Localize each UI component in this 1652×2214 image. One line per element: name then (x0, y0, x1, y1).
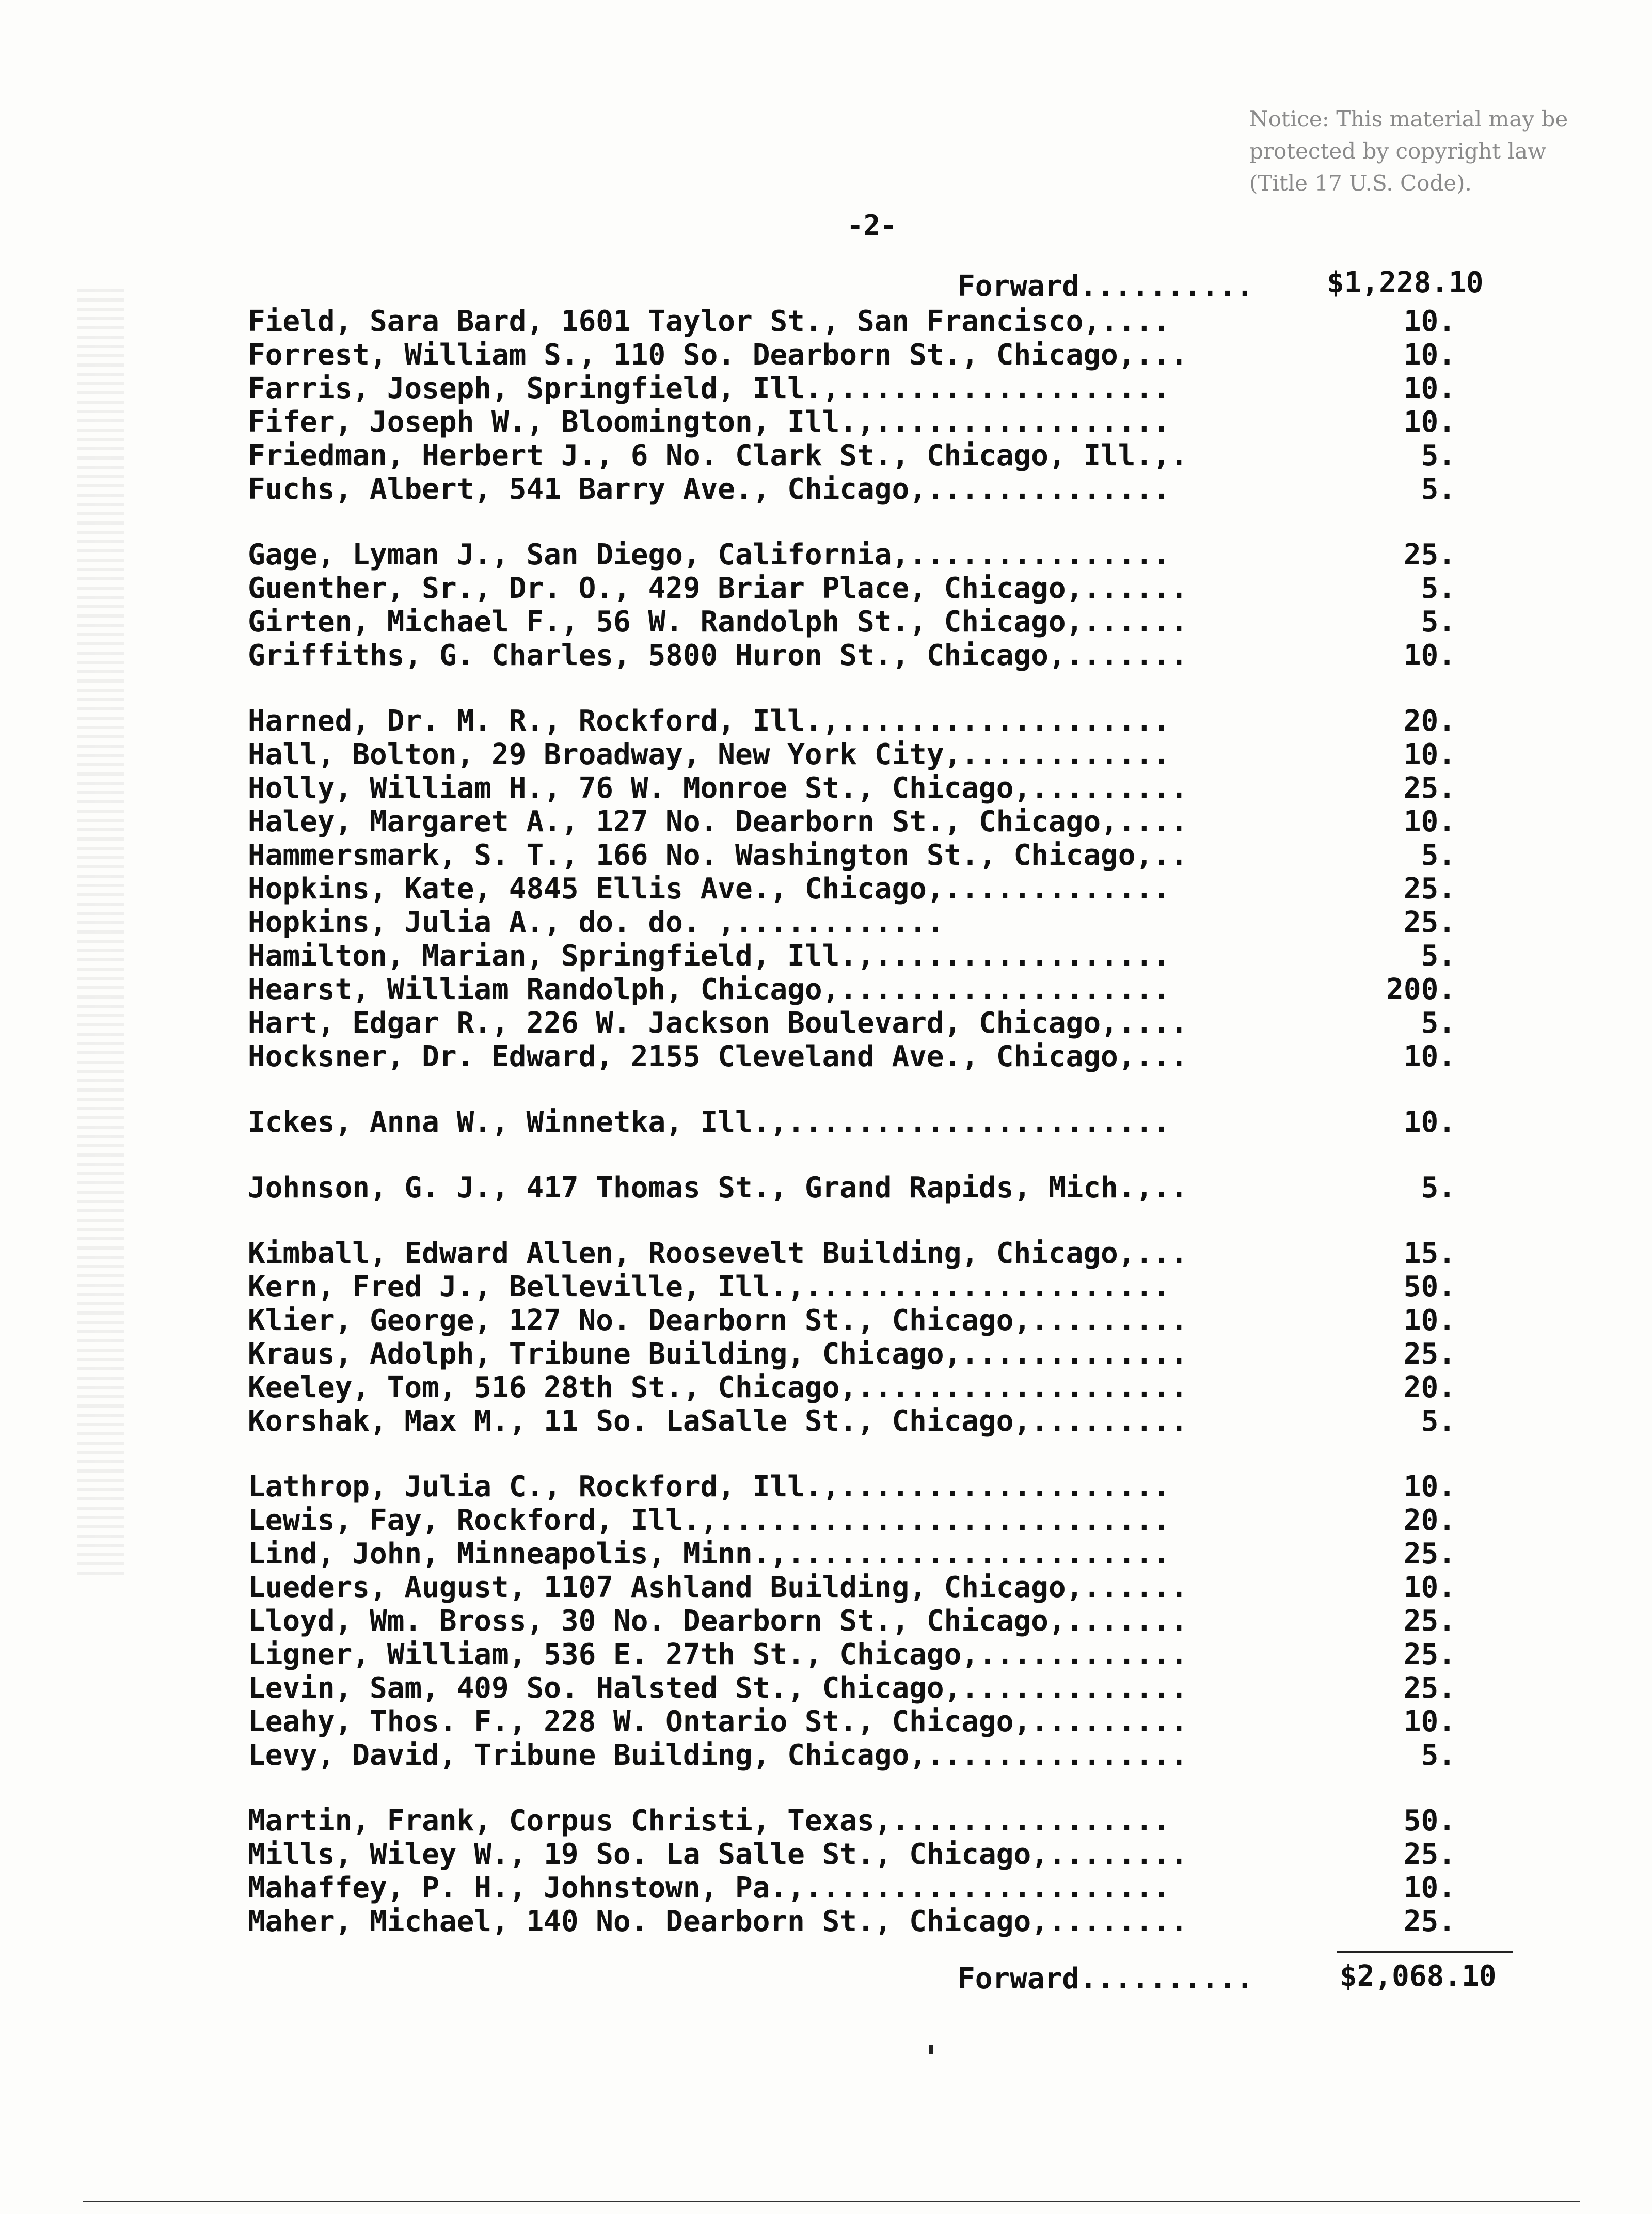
scan-edge-artifact (77, 289, 124, 1580)
contribution-amount: 10. (1403, 639, 1456, 672)
notice-line-3: (Title 17 U.S. Code). (1249, 170, 1472, 196)
contributor-name: Maher, Michael, 140 No. Dearborn St., Chicago,........ (248, 1905, 1188, 1938)
list-item (248, 405, 1528, 439)
list-item (248, 906, 1528, 939)
list-item (248, 1838, 1528, 1871)
list-item (248, 771, 1528, 805)
contributor-name: Haley, Margaret A., 127 No. Dearborn St., Chicago,.... (248, 805, 1188, 839)
contributor-name: Hammersmark, S. T., 166 No. Washington St., Chicago,.. (248, 839, 1188, 872)
contributor-list (248, 305, 1528, 1938)
contributor-name: Ickes, Anna W., Winnetka, Ill.,...................... (248, 1105, 1170, 1139)
contribution-amount: 5. (1421, 605, 1456, 639)
contribution-amount: 5. (1421, 439, 1456, 472)
contributor-name: Mahaffey, P. H., Johnstown, Pa.,..................... (248, 1871, 1170, 1905)
contributor-name: Kimball, Edward Allen, Roosevelt Building, Chicago,... (248, 1237, 1188, 1270)
list-item (248, 1270, 1528, 1304)
bottom-rule (83, 2201, 1580, 2202)
list-item (248, 1105, 1528, 1139)
contribution-amount: 10. (1403, 1040, 1456, 1073)
contribution-amount: 50. (1403, 1270, 1456, 1304)
section-gap (248, 1073, 1528, 1105)
contribution-amount: 10. (1403, 372, 1456, 405)
contributor-name: Fuchs, Albert, 541 Barry Ave., Chicago,.............. (248, 472, 1170, 506)
contributor-name: Lueders, August, 1107 Ashland Building, Chicago,...... (248, 1571, 1188, 1604)
copyright-notice (1249, 103, 1642, 199)
contribution-amount: 10. (1403, 805, 1456, 839)
list-item (248, 839, 1528, 872)
total-underline (1337, 1951, 1513, 1953)
list-item (248, 1304, 1528, 1337)
list-item (248, 372, 1528, 405)
list-item (248, 538, 1528, 572)
list-item (248, 572, 1528, 605)
list-item (248, 1604, 1528, 1638)
list-item (248, 1504, 1528, 1537)
contribution-amount: 25. (1403, 1537, 1456, 1571)
contributor-name: Hopkins, Kate, 4845 Ellis Ave., Chicago,............. (248, 872, 1170, 906)
list-item (248, 872, 1528, 906)
contributor-name: Harned, Dr. M. R., Rockford, Ill.,................... (248, 704, 1170, 738)
forward-amount-top: $1,228.10 (1327, 266, 1484, 299)
contribution-amount: 50. (1403, 1804, 1456, 1838)
contribution-amount: 10. (1403, 1871, 1456, 1905)
contribution-amount: 10. (1403, 1105, 1456, 1139)
list-item (248, 738, 1528, 771)
contributor-name: Guenther, Sr., Dr. O., 429 Briar Place, Chicago,...... (248, 572, 1188, 605)
forward-label-top: Forward.......... (958, 270, 1254, 303)
notice-line-1: Notice: This material may be (1249, 106, 1568, 132)
forward-label-bottom: Forward.......... (958, 1962, 1254, 1996)
contributor-name: Holly, William H., 76 W. Monroe St., Chicago,......... (248, 771, 1188, 805)
contributor-name: Martin, Frank, Corpus Christi, Texas,................ (248, 1804, 1170, 1838)
list-item (248, 605, 1528, 639)
list-item (248, 1006, 1528, 1040)
contribution-amount: 10. (1403, 1705, 1456, 1738)
section-gap (248, 1139, 1528, 1171)
contributor-name: Kern, Fred J., Belleville, Ill.,..................... (248, 1270, 1170, 1304)
contribution-amount: 5. (1421, 939, 1456, 973)
contributor-name: Hall, Bolton, 29 Broadway, New York City,............ (248, 738, 1170, 771)
list-item (248, 1371, 1528, 1404)
contributor-name: Keeley, Tom, 516 28th St., Chicago,................... (248, 1371, 1188, 1404)
list-item (248, 1571, 1528, 1604)
contribution-amount: 5. (1421, 472, 1456, 506)
contribution-amount: 10. (1403, 305, 1456, 338)
contribution-amount: 5. (1421, 1404, 1456, 1438)
list-item (248, 1738, 1528, 1772)
contributor-name: Johnson, G. J., 417 Thomas St., Grand Rapids, Mich.,.. (248, 1171, 1188, 1205)
contribution-amount: 25. (1403, 1838, 1456, 1871)
contribution-amount: 25. (1403, 872, 1456, 906)
list-item (248, 1705, 1528, 1738)
contributor-name: Leahy, Thos. F., 228 W. Ontario St., Chicago,......... (248, 1705, 1188, 1738)
contribution-amount: 5. (1421, 1171, 1456, 1205)
contributor-name: Klier, George, 127 No. Dearborn St., Chicago,......... (248, 1304, 1188, 1337)
contributor-name: Field, Sara Bard, 1601 Taylor St., San Francisco,.... (248, 305, 1170, 338)
contributor-name: Levin, Sam, 409 So. Halsted St., Chicago,............. (248, 1671, 1188, 1705)
forward-amount-bottom: $2,068.10 (1340, 1959, 1497, 1993)
contribution-amount: 20. (1403, 1371, 1456, 1404)
contributor-name: Lloyd, Wm. Bross, 30 No. Dearborn St., Chicago,....... (248, 1604, 1188, 1638)
contributor-name: Hart, Edgar R., 226 W. Jackson Boulevard, Chicago,.... (248, 1006, 1188, 1040)
list-item (248, 1804, 1528, 1838)
list-item (248, 805, 1528, 839)
contribution-amount: 5. (1421, 1006, 1456, 1040)
contribution-amount: 20. (1403, 704, 1456, 738)
list-item (248, 439, 1528, 472)
contributor-name: Hocksner, Dr. Edward, 2155 Cleveland Ave., Chicago,... (248, 1040, 1188, 1073)
section-gap (248, 506, 1528, 538)
contribution-amount: 25. (1403, 1671, 1456, 1705)
contributor-name: Lind, John, Minneapolis, Minn.,...................... (248, 1537, 1170, 1571)
contribution-amount: 5. (1421, 839, 1456, 872)
contribution-amount: 15. (1403, 1237, 1456, 1270)
contributor-name: Girten, Michael F., 56 W. Randolph St., Chicago,...... (248, 605, 1188, 639)
contribution-amount: 25. (1403, 906, 1456, 939)
contribution-amount: 10. (1403, 1470, 1456, 1504)
contribution-amount: 25. (1403, 538, 1456, 572)
list-item (248, 1404, 1528, 1438)
section-gap (248, 672, 1528, 704)
list-item (248, 1537, 1528, 1571)
list-item (248, 1671, 1528, 1705)
contributor-name: Griffiths, G. Charles, 5800 Huron St., Chicago,....... (248, 639, 1188, 672)
page-number: -2- (847, 209, 897, 242)
contributor-name: Lathrop, Julia C., Rockford, Ill.,................... (248, 1470, 1170, 1504)
contributor-name: Korshak, Max M., 11 So. LaSalle St., Chicago,......... (248, 1404, 1188, 1438)
contributor-name: Hopkins, Julia A., do. do. ,............ (248, 906, 944, 939)
section-gap (248, 1205, 1528, 1237)
contributor-name: Kraus, Adolph, Tribune Building, Chicago,............. (248, 1337, 1188, 1371)
list-item (248, 1470, 1528, 1504)
section-gap (248, 1772, 1528, 1804)
ink-mark (929, 2045, 933, 2054)
contributor-name: Farris, Joseph, Springfield, Ill.,................... (248, 372, 1170, 405)
contribution-amount: 10. (1403, 738, 1456, 771)
contribution-amount: 10. (1403, 405, 1456, 439)
contribution-amount: 10. (1403, 1571, 1456, 1604)
contributor-name: Ligner, William, 536 E. 27th St., Chicago,............ (248, 1638, 1188, 1671)
section-gap (248, 1438, 1528, 1470)
list-item (248, 939, 1528, 973)
list-item (248, 338, 1528, 372)
list-item (248, 704, 1528, 738)
contributor-name: Gage, Lyman J., San Diego, California,............... (248, 538, 1170, 572)
contributor-name: Friedman, Herbert J., 6 No. Clark St., Chicago, Ill.,. (248, 439, 1188, 472)
contributor-name: Levy, David, Tribune Building, Chicago,............... (248, 1738, 1188, 1772)
contributor-name: Hamilton, Marian, Springfield, Ill.,................. (248, 939, 1170, 973)
list-item (248, 305, 1528, 338)
list-item (248, 1638, 1528, 1671)
notice-line-2: protected by copyright law (1249, 138, 1546, 164)
list-item (248, 639, 1528, 672)
contributor-name: Lewis, Fay, Rockford, Ill.,.......................... (248, 1504, 1170, 1537)
list-item (248, 1171, 1528, 1205)
list-item (248, 1871, 1528, 1905)
contribution-amount: 5. (1421, 572, 1456, 605)
contribution-amount: 25. (1403, 1337, 1456, 1371)
list-item (248, 1237, 1528, 1270)
contribution-amount: 20. (1403, 1504, 1456, 1537)
contribution-amount: 25. (1403, 1638, 1456, 1671)
contribution-amount: 5. (1421, 1738, 1456, 1772)
contribution-amount: 10. (1403, 1304, 1456, 1337)
list-item (248, 1337, 1528, 1371)
contributor-name: Mills, Wiley W., 19 So. La Salle St., Chicago,........ (248, 1838, 1188, 1871)
list-item (248, 1905, 1528, 1938)
contributor-name: Fifer, Joseph W., Bloomington, Ill.,................. (248, 405, 1170, 439)
contribution-amount: 200. (1386, 973, 1456, 1006)
list-item (248, 973, 1528, 1006)
list-item (248, 1040, 1528, 1073)
contributor-name: Forrest, William S., 110 So. Dearborn St., Chicago,... (248, 338, 1188, 372)
contributor-name: Hearst, William Randolph, Chicago,................... (248, 973, 1170, 1006)
contribution-amount: 25. (1403, 1604, 1456, 1638)
contribution-amount: 10. (1403, 338, 1456, 372)
contribution-amount: 25. (1403, 1905, 1456, 1938)
contribution-amount: 25. (1403, 771, 1456, 805)
list-item (248, 472, 1528, 506)
